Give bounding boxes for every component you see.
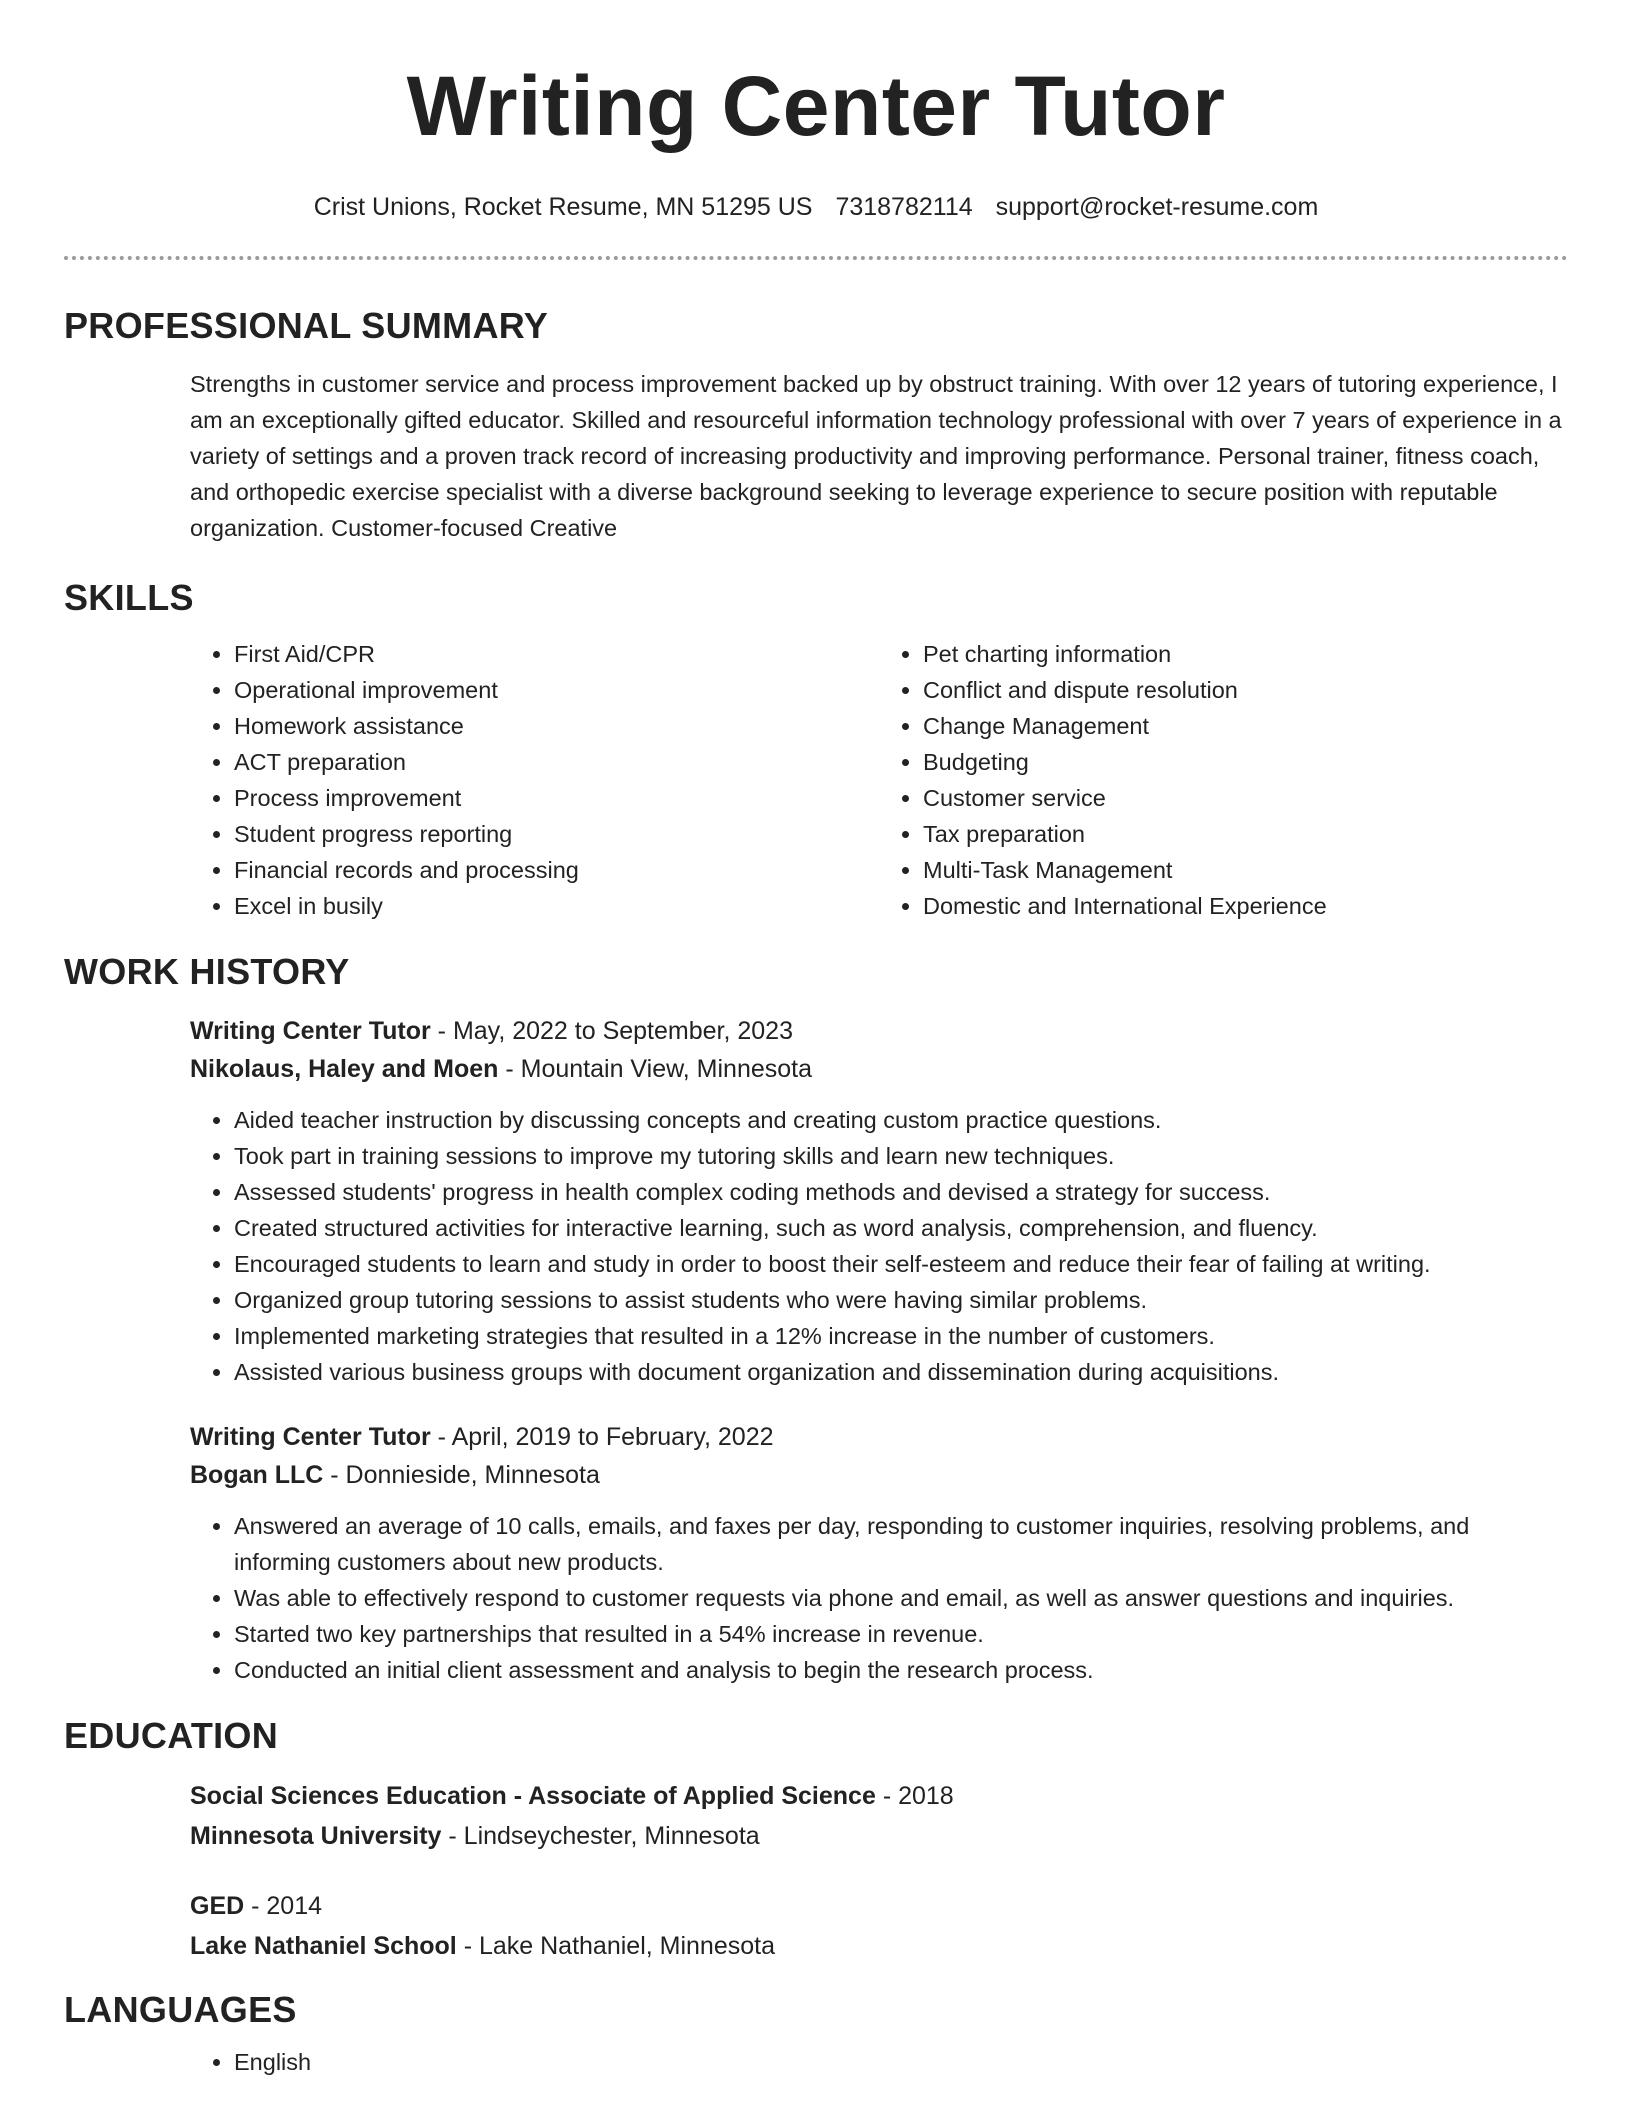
- header-divider: [64, 256, 1568, 260]
- job-bullets: [190, 1102, 1568, 1390]
- job-bullet: • Was able to effectively respond to customer requests via phone and email, as well as answer questions and inquiries.: [234, 1580, 1568, 1616]
- education-school-line: [190, 1816, 1568, 1856]
- skill-item: • ACT preparation: [234, 744, 879, 780]
- education-entry: [190, 1776, 1568, 1856]
- education-year: - 2014: [244, 1892, 323, 1920]
- skills-list-left: [190, 636, 879, 924]
- job-bullet: • Created structured activities for interactive learning, such as word analysis, comprehension, and fluency.: [234, 1210, 1568, 1246]
- skills-section: [64, 576, 1568, 924]
- job-bullet: • Organized group tutoring sessions to assist students who were having similar problems.: [234, 1282, 1568, 1318]
- job-bullet: • Encouraged students to learn and study in order to boost their self-esteem and reduce their fear of failing at writing.: [234, 1246, 1568, 1282]
- job-role-line: [190, 1418, 1568, 1456]
- job-bullet: • Assessed students' progress in health complex coding methods and devised a strategy for success.: [234, 1174, 1568, 1210]
- job-bullet: • Implemented marketing strategies that resulted in a 12% increase in the number of customers.: [234, 1318, 1568, 1354]
- skill-item: • Conflict and dispute resolution: [923, 672, 1568, 708]
- job-dates: - April, 2019 to February, 2022: [430, 1423, 774, 1451]
- job-location: - Mountain View, Minnesota: [498, 1055, 813, 1083]
- language-item: • English: [234, 2044, 1568, 2080]
- education-entry: [190, 1886, 1568, 1966]
- skill-item: • Operational improvement: [234, 672, 879, 708]
- education-title: EDUCATION: [64, 1715, 279, 1756]
- job-role: Writing Center Tutor: [190, 1017, 431, 1045]
- job-bullet: • Assisted various business groups with document organization and dissemination during acquisitions.: [234, 1354, 1568, 1390]
- skill-item: • Student progress reporting: [234, 816, 879, 852]
- languages-section: [64, 1988, 1568, 2080]
- job-location: - Donnieside, Minnesota: [323, 1461, 600, 1489]
- skill-item: • Multi-Task Management: [923, 852, 1568, 888]
- contact-phone: 7318782114: [835, 193, 973, 221]
- skill-item: • Change Management: [923, 708, 1568, 744]
- education-section: [64, 1714, 1568, 1966]
- languages-list: [190, 2044, 1568, 2080]
- resume-header: [0, 0, 1632, 222]
- skill-item: • Excel in busily: [234, 888, 879, 924]
- job-role: Writing Center Tutor: [190, 1423, 431, 1451]
- skill-item: • Budgeting: [923, 744, 1568, 780]
- job-company-line: [190, 1456, 1568, 1494]
- job-role-line: [190, 1012, 1568, 1050]
- education-location: - Lindseychester, Minnesota: [441, 1822, 760, 1850]
- skill-item: • First Aid/CPR: [234, 636, 879, 672]
- job-bullet: • Conducted an initial client assessment and analysis to begin the research process.: [234, 1652, 1568, 1688]
- skills-list-right: [879, 636, 1568, 924]
- education-school: Minnesota University: [190, 1822, 442, 1850]
- education-degree-line: [190, 1776, 1568, 1816]
- education-year: - 2018: [875, 1782, 954, 1810]
- skill-item: • Domestic and International Experience: [923, 888, 1568, 924]
- contact-email: support@rocket-resume.com: [995, 193, 1319, 221]
- work-title: WORK HISTORY: [64, 951, 350, 992]
- contact-address: Crist Unions, Rocket Resume, MN 51295 US: [313, 193, 813, 221]
- job-bullet: • Started two key partnerships that resulted in a 54% increase in revenue.: [234, 1616, 1568, 1652]
- skill-item: • Homework assistance: [234, 708, 879, 744]
- candidate-name: Writing Center Tutor: [406, 59, 1226, 153]
- job-bullet: • Aided teacher instruction by discussing concepts and creating custom practice questions.: [234, 1102, 1568, 1138]
- skill-item: • Process improvement: [234, 780, 879, 816]
- education-degree-line: [190, 1886, 1568, 1926]
- education-school: Lake Nathaniel School: [190, 1932, 457, 1960]
- skill-item: • Pet charting information: [923, 636, 1568, 672]
- education-location: - Lake Nathaniel, Minnesota: [456, 1932, 775, 1960]
- skill-item: • Tax preparation: [923, 816, 1568, 852]
- skill-item: • Customer service: [923, 780, 1568, 816]
- job-entry: [190, 1418, 1568, 1688]
- job-bullets: [190, 1508, 1568, 1688]
- job-company: Nikolaus, Haley and Moen: [190, 1055, 499, 1083]
- job-bullet: • Took part in training sessions to improve my tutoring skills and learn new techniques.: [234, 1138, 1568, 1174]
- education-degree: Social Sciences Education - Associate of Applied Science: [190, 1782, 876, 1810]
- job-company-line: [190, 1050, 1568, 1088]
- education-degree: GED: [190, 1892, 245, 1920]
- job-company: Bogan LLC: [190, 1461, 324, 1489]
- work-section: [64, 950, 1568, 1688]
- skill-item: • Financial records and processing: [234, 852, 879, 888]
- education-school-line: [190, 1926, 1568, 1966]
- skills-title: SKILLS: [64, 577, 194, 618]
- contact-info: [0, 192, 1632, 222]
- languages-title: LANGUAGES: [64, 1989, 297, 2030]
- job-bullet: • Answered an average of 10 calls, emails, and faxes per day, responding to customer inquiries, resolving problems, and informing customers about new products.: [234, 1508, 1568, 1580]
- skills-columns: [190, 636, 1568, 924]
- summary-text: Strengths in customer service and process improvement backed up by obstruct training. With over 12 years of tutoring experience, I am an exceptionally gifted educator. Skilled and resourceful information technology professional with over 7 years of experience in a variety of settings and a proven track record of increasing productivity and improving performance. Personal trainer, fitness coach, and orthopedic exercise specialist with a diverse background seeking to leverage experience to secure position with reputable organization. Customer-focused Creative: [190, 371, 1562, 541]
- summary-section: [64, 304, 1568, 546]
- job-entry: [190, 1012, 1568, 1390]
- job-dates: - May, 2022 to September, 2023: [430, 1017, 793, 1045]
- summary-title: PROFESSIONAL SUMMARY: [64, 305, 549, 346]
